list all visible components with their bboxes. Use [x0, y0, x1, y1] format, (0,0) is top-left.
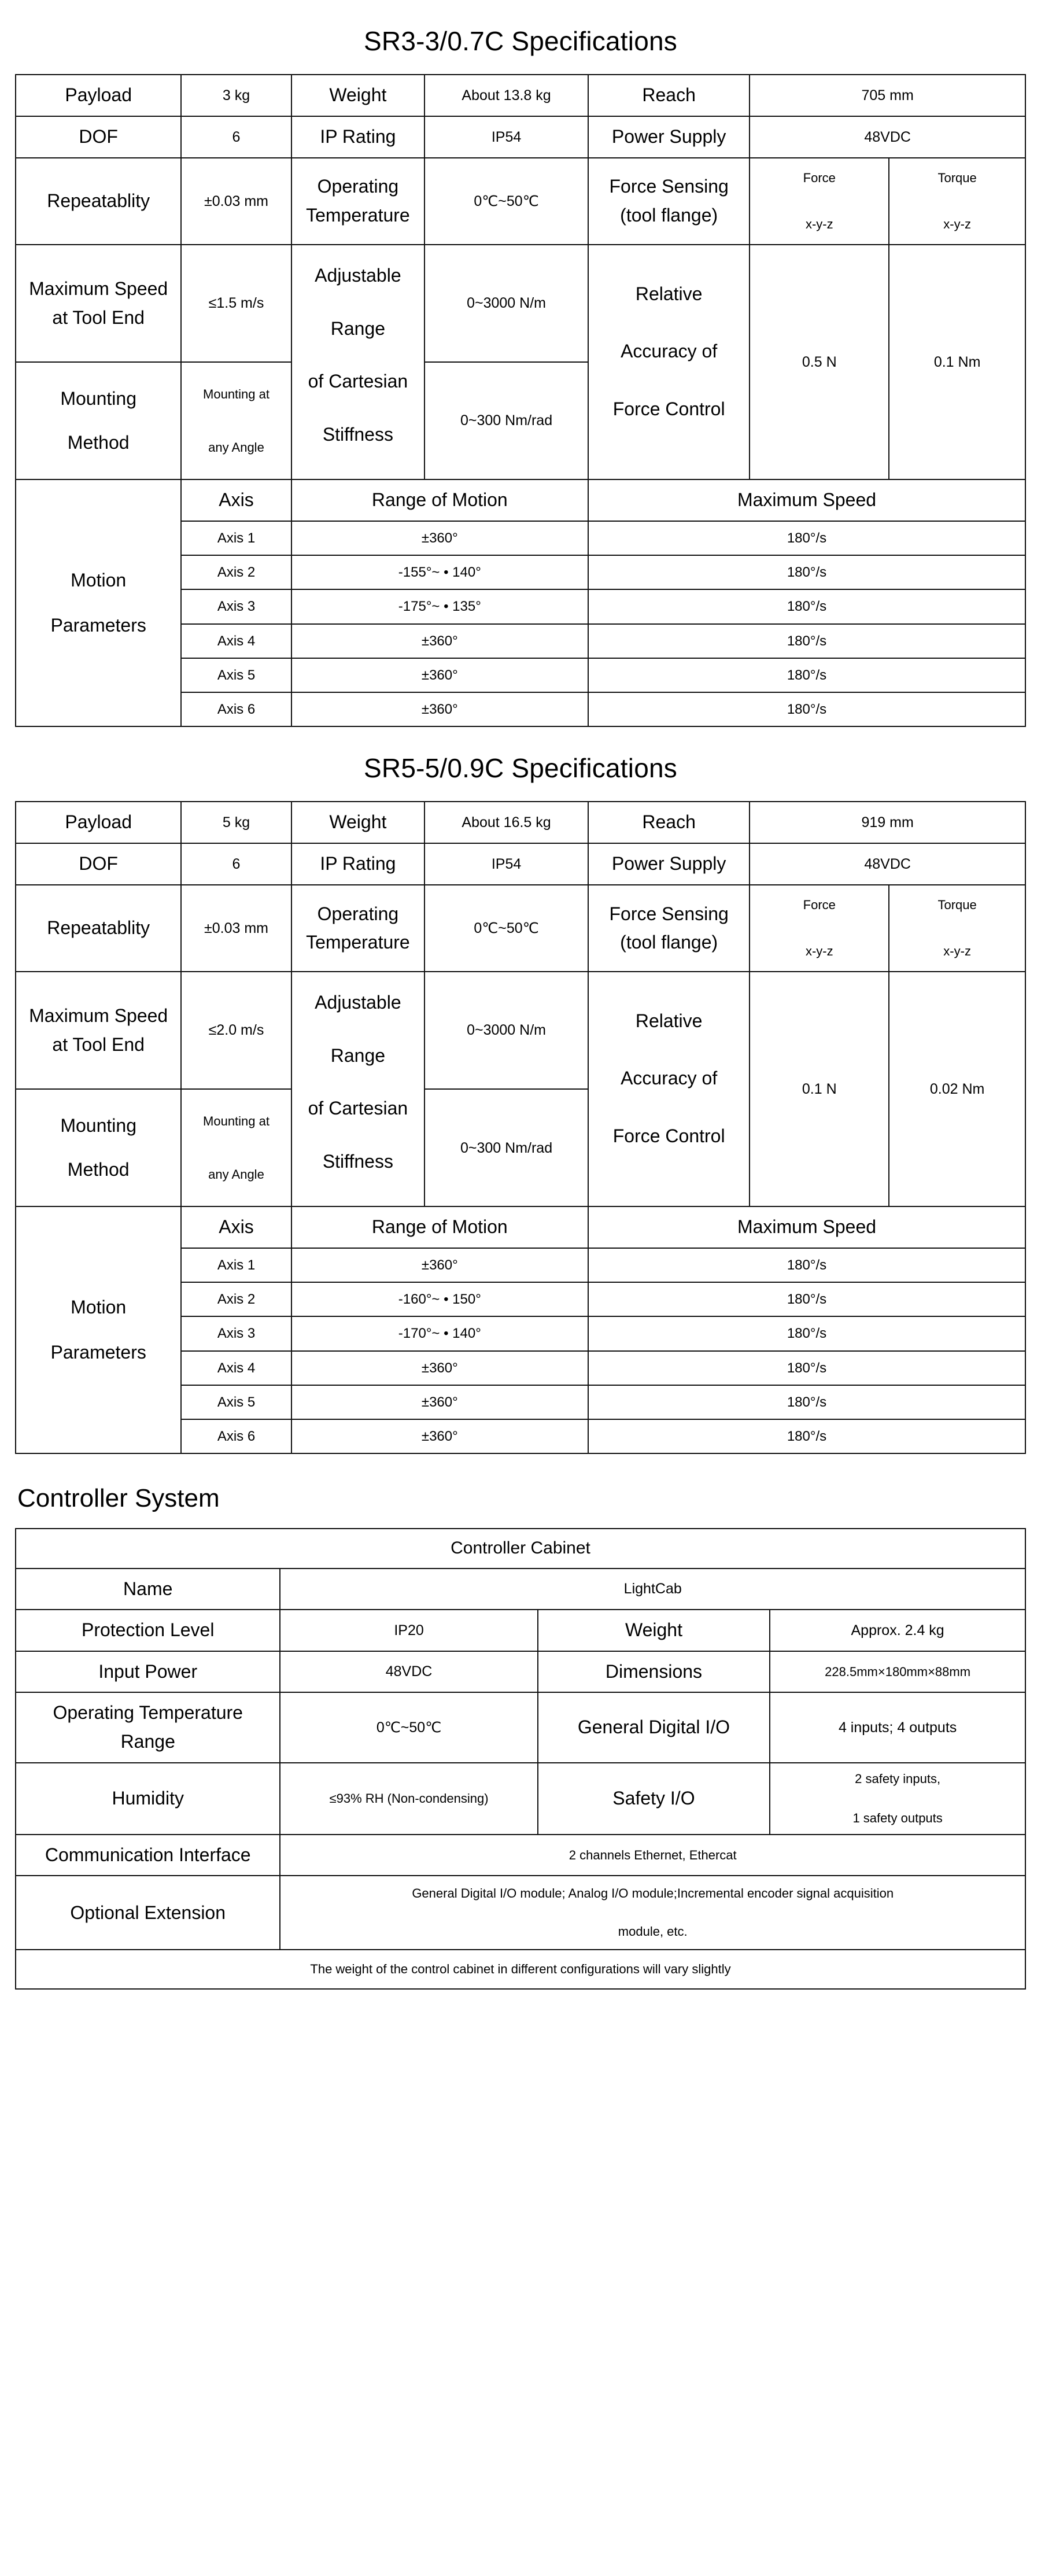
axis-range: -160°~ • 150° [291, 1282, 588, 1316]
reach-value: 919 mm [750, 802, 1025, 843]
optional-extension-value [280, 1876, 1025, 1950]
axis-speed: 180°/s [588, 1419, 1025, 1453]
payload-label: Payload [16, 75, 181, 116]
weight-label: Weight [291, 75, 424, 116]
weight-value: About 16.5 kg [424, 802, 588, 843]
table-row [16, 1876, 1025, 1950]
axis-name: Axis 6 [181, 692, 291, 726]
force-sensing-line2: (tool flange) [620, 205, 718, 226]
rel-acc-force-value: 0.1 N [750, 972, 889, 1206]
rel-acc-line1: Relative [635, 1010, 703, 1031]
rel-acc-line3: Force Control [612, 1125, 725, 1147]
stiffness-angular-value: 0~300 Nm/rad [424, 1089, 588, 1206]
rel-acc-line1: Relative [635, 283, 703, 304]
axis-range: ±360° [291, 1419, 588, 1453]
axis-name: Axis 5 [181, 658, 291, 692]
sr5-spec-table [15, 801, 1026, 1454]
table-row [16, 1835, 1025, 1876]
rel-acc-line2: Accuracy of [621, 341, 718, 362]
table-row [16, 1763, 1025, 1835]
ip-rating-label: IP Rating [291, 116, 424, 158]
relative-accuracy-label [588, 972, 750, 1206]
payload-value: 3 kg [181, 75, 291, 116]
axis-range: ±360° [291, 521, 588, 555]
operating-temperature-label [291, 158, 424, 245]
max-speed-label [16, 972, 181, 1089]
table-row [16, 1950, 1025, 1989]
axis-header: Axis [181, 479, 291, 521]
max-speed-header: Maximum Speed [588, 479, 1025, 521]
force-column [750, 885, 889, 972]
motion-line2: Parameters [50, 1341, 146, 1363]
force-sensing-line2: (tool flange) [620, 932, 718, 953]
stiffness-label [291, 245, 424, 479]
motion-line1: Motion [71, 1297, 127, 1318]
force-head: Force [803, 898, 836, 912]
torque-head: Torque [937, 898, 977, 912]
general-digital-io-value: 4 inputs; 4 outputs [770, 1692, 1025, 1762]
force-head: Force [803, 170, 836, 185]
axis-speed: 180°/s [588, 1385, 1025, 1419]
table-row [16, 116, 1025, 158]
axis-speed: 180°/s [588, 1282, 1025, 1316]
rel-acc-torque-value: 0.02 Nm [889, 972, 1025, 1206]
mounting-value-line1: Mounting at [203, 386, 270, 401]
max-speed-label [16, 245, 181, 362]
name-label: Name [16, 1569, 280, 1610]
rel-acc-torque-value: 0.1 Nm [889, 245, 1025, 479]
force-sensing-line1: Force Sensing [609, 176, 729, 197]
communication-interface-value: 2 channels Ethernet, Ethercat [280, 1835, 1025, 1876]
repeatability-value: ±0.03 mm [181, 158, 291, 245]
force-sensing-line1: Force Sensing [609, 903, 729, 924]
table-row [16, 1692, 1025, 1762]
mounting-line2: Method [67, 1158, 130, 1180]
max-speed-header: Maximum Speed [588, 1206, 1025, 1248]
safety-io-value [770, 1763, 1025, 1835]
operating-temperature-value: 0℃~50℃ [424, 885, 588, 972]
rel-acc-line3: Force Control [612, 398, 725, 419]
sr5-title: SR5-5/0.9C Specifications [364, 753, 677, 784]
general-digital-io-label: General Digital I/O [538, 1692, 770, 1762]
max-speed-line1: Maximum Speed [29, 278, 168, 299]
axis-name: Axis 5 [181, 1385, 291, 1419]
stiffness-line3: of Cartesian [308, 371, 408, 392]
motion-line1: Motion [71, 570, 127, 591]
force-sensing-label [588, 158, 750, 245]
stiffness-linear-value: 0~3000 N/m [424, 245, 588, 362]
table-row [16, 245, 1025, 362]
motion-line2: Parameters [50, 614, 146, 636]
stiffness-line2: Range [330, 318, 386, 339]
stiffness-line4: Stiffness [322, 1150, 393, 1172]
dimensions-value: 228.5mm×180mm×88mm [770, 1651, 1025, 1693]
cabinet-weight-label: Weight [538, 1610, 770, 1651]
mounting-method-label [16, 1089, 181, 1206]
table-row [16, 972, 1025, 1089]
force-axes: x-y-z [805, 217, 833, 231]
cabinet-op-temp-line1: Operating Temperature [53, 1702, 243, 1724]
safety-io-label: Safety I/O [538, 1763, 770, 1835]
humidity-label: Humidity [16, 1763, 280, 1835]
table-row [16, 75, 1025, 116]
table-row [16, 1529, 1025, 1569]
cabinet-op-temp-line2: Range [120, 1731, 175, 1752]
communication-interface-label: Communication Interface [16, 1835, 280, 1876]
dof-label: DOF [16, 843, 181, 885]
sr3-section [0, 0, 1041, 727]
sr3-spec-table [15, 74, 1026, 727]
ip-rating-label: IP Rating [291, 843, 424, 885]
axis-range: -175°~ • 135° [291, 589, 588, 623]
input-power-value: 48VDC [280, 1651, 537, 1693]
table-row [16, 802, 1025, 843]
table-row [16, 1651, 1025, 1693]
mounting-method-value [181, 362, 291, 479]
reach-label: Reach [588, 802, 750, 843]
max-speed-value: ≤1.5 m/s [181, 245, 291, 362]
axis-range: ±360° [291, 658, 588, 692]
dimensions-label: Dimensions [538, 1651, 770, 1693]
bottom-spacer [0, 1990, 1041, 2003]
dof-value: 6 [181, 116, 291, 158]
optional-line1: General Digital I/O module; Analog I/O module;Incremental encoder signal acquisition [412, 1886, 894, 1901]
stiffness-angular-value: 0~300 Nm/rad [424, 362, 588, 479]
max-speed-value: ≤2.0 m/s [181, 972, 291, 1089]
axis-speed: 180°/s [588, 555, 1025, 589]
axis-speed: 180°/s [588, 624, 1025, 658]
humidity-value: ≤93% RH (Non-condensing) [280, 1763, 537, 1835]
cabinet-op-temp-value: 0℃~50℃ [280, 1692, 537, 1762]
dof-value: 6 [181, 843, 291, 885]
axis-range: ±360° [291, 1385, 588, 1419]
axis-header: Axis [181, 1206, 291, 1248]
axis-name: Axis 3 [181, 589, 291, 623]
stiffness-line2: Range [330, 1045, 386, 1066]
table-row [16, 1569, 1025, 1610]
axis-speed: 180°/s [588, 658, 1025, 692]
max-speed-line1: Maximum Speed [29, 1005, 168, 1027]
optional-extension-label: Optional Extension [16, 1876, 280, 1950]
table-row [16, 1610, 1025, 1651]
cabinet-op-temp-label [16, 1692, 280, 1762]
force-column [750, 158, 889, 245]
mounting-value-line1: Mounting at [203, 1113, 270, 1128]
payload-value: 5 kg [181, 802, 291, 843]
axis-speed: 180°/s [588, 1351, 1025, 1385]
axis-range: ±360° [291, 692, 588, 726]
max-speed-line2: at Tool End [52, 307, 145, 328]
relative-accuracy-label [588, 245, 750, 479]
force-sensing-label [588, 885, 750, 972]
axis-name: Axis 1 [181, 1248, 291, 1282]
safety-io-line1: 2 safety inputs, [855, 1771, 941, 1786]
mounting-method-label [16, 362, 181, 479]
mounting-value-line2: any Angle [208, 440, 264, 455]
rel-acc-line2: Accuracy of [621, 1068, 718, 1089]
weight-label: Weight [291, 802, 424, 843]
axis-name: Axis 6 [181, 1419, 291, 1453]
torque-head: Torque [937, 170, 977, 185]
safety-io-line2: 1 safety outputs [852, 1810, 943, 1825]
repeatability-value: ±0.03 mm [181, 885, 291, 972]
stiffness-line1: Adjustable [315, 265, 401, 286]
dof-label: DOF [16, 116, 181, 158]
axis-range: ±360° [291, 1351, 588, 1385]
mounting-line1: Mounting [60, 388, 136, 409]
axis-range: ±360° [291, 1248, 588, 1282]
rel-acc-force-value: 0.5 N [750, 245, 889, 479]
operating-temperature-value: 0℃~50℃ [424, 158, 588, 245]
reach-label: Reach [588, 75, 750, 116]
axis-name: Axis 4 [181, 1351, 291, 1385]
torque-axes: x-y-z [943, 217, 971, 231]
weight-value: About 13.8 kg [424, 75, 588, 116]
sr3-title: SR3-3/0.7C Specifications [364, 26, 677, 56]
operating-temperature-label [291, 885, 424, 972]
mounting-value-line2: any Angle [208, 1167, 264, 1182]
torque-column [889, 158, 1025, 245]
ip-rating-value: IP54 [424, 843, 588, 885]
range-of-motion-header: Range of Motion [291, 479, 588, 521]
power-supply-value: 48VDC [750, 116, 1025, 158]
op-temp-line1: Operating [317, 903, 399, 924]
power-supply-label: Power Supply [588, 843, 750, 885]
sr5-section [0, 727, 1041, 1454]
input-power-label: Input Power [16, 1651, 280, 1693]
table-row [16, 158, 1025, 245]
reach-value: 705 mm [750, 75, 1025, 116]
table-row [16, 479, 1025, 521]
mounting-line1: Mounting [60, 1115, 136, 1136]
ip-rating-value: IP54 [424, 116, 588, 158]
stiffness-label [291, 972, 424, 1206]
force-axes: x-y-z [805, 944, 833, 959]
power-supply-label: Power Supply [588, 116, 750, 158]
payload-label: Payload [16, 802, 181, 843]
motion-parameters-label [16, 1206, 181, 1453]
torque-column [889, 885, 1025, 972]
stiffness-linear-value: 0~3000 N/m [424, 972, 588, 1089]
stiffness-line4: Stiffness [322, 423, 393, 445]
axis-name: Axis 2 [181, 555, 291, 589]
axis-speed: 180°/s [588, 521, 1025, 555]
axis-name: Axis 4 [181, 624, 291, 658]
stiffness-line1: Adjustable [315, 992, 401, 1013]
repeatability-label: Repeatablity [16, 158, 181, 245]
axis-speed: 180°/s [588, 1316, 1025, 1350]
optional-line2: module, etc. [618, 1924, 688, 1939]
cabinet-weight-footnote: The weight of the control cabinet in different configurations will vary slightly [16, 1950, 1025, 1989]
axis-speed: 180°/s [588, 1248, 1025, 1282]
axis-speed: 180°/s [588, 692, 1025, 726]
max-speed-line2: at Tool End [52, 1034, 145, 1055]
table-row [16, 885, 1025, 972]
axis-speed: 180°/s [588, 589, 1025, 623]
controller-system-section [0, 1454, 1041, 1990]
stiffness-line3: of Cartesian [308, 1098, 408, 1119]
cabinet-weight-value: Approx. 2.4 kg [770, 1610, 1025, 1651]
op-temp-line2: Temperature [306, 932, 410, 953]
table-row [16, 1206, 1025, 1248]
axis-name: Axis 1 [181, 521, 291, 555]
mounting-line2: Method [67, 431, 130, 453]
axis-range: ±360° [291, 624, 588, 658]
axis-range: -155°~ • 140° [291, 555, 588, 589]
axis-name: Axis 3 [181, 1316, 291, 1350]
power-supply-value: 48VDC [750, 843, 1025, 885]
motion-parameters-label [16, 479, 181, 726]
controller-cabinet-header: Controller Cabinet [16, 1529, 1025, 1569]
name-value: LightCab [280, 1569, 1025, 1610]
mounting-method-value [181, 1089, 291, 1206]
torque-axes: x-y-z [943, 944, 971, 959]
axis-name: Axis 2 [181, 1282, 291, 1316]
repeatability-label: Repeatablity [16, 885, 181, 972]
protection-level-value: IP20 [280, 1610, 537, 1651]
protection-level-label: Protection Level [16, 1610, 280, 1651]
op-temp-line2: Temperature [306, 205, 410, 226]
controller-cabinet-table [15, 1528, 1026, 1990]
table-row [16, 843, 1025, 885]
axis-range: -170°~ • 140° [291, 1316, 588, 1350]
op-temp-line1: Operating [317, 176, 399, 197]
controller-system-heading: Controller System [17, 1484, 220, 1513]
range-of-motion-header: Range of Motion [291, 1206, 588, 1248]
